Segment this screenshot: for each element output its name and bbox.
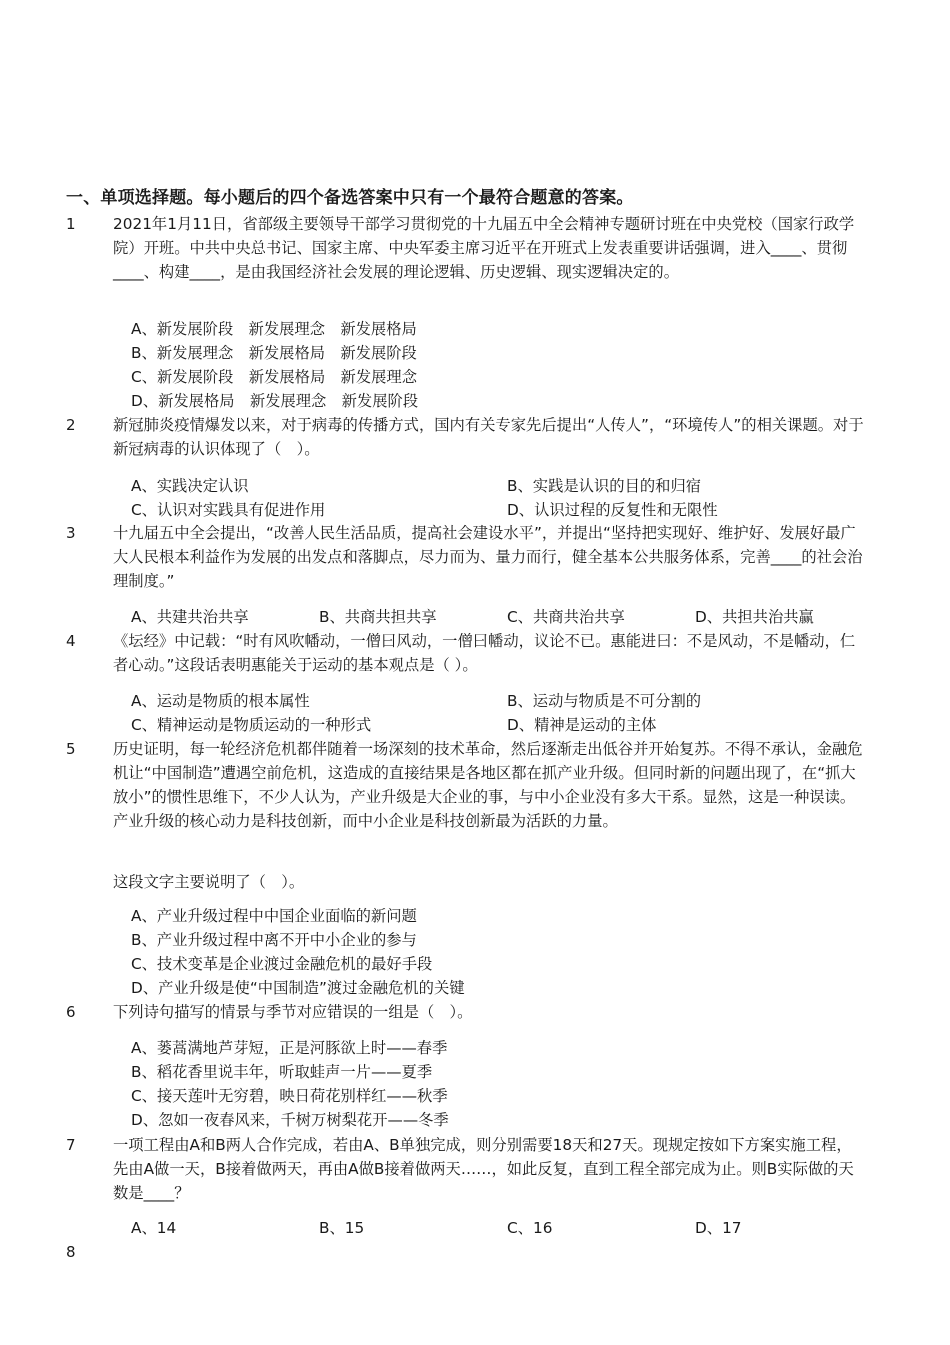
- option-b: B、15: [319, 1219, 365, 1237]
- option-a: A、产业升级过程中中国企业面临的新问题: [131, 907, 417, 925]
- option-c: C、接天莲叶无穷碧，映日荷花别样红——秋季: [131, 1087, 448, 1105]
- option-d: D、认识过程的反复性和无限性: [507, 501, 718, 519]
- option-a: A、14: [131, 1219, 177, 1237]
- option-d: D、产业升级是使“中国制造”渡过金融危机的关键: [131, 979, 465, 997]
- question-number: 4: [66, 632, 76, 650]
- option-b: B、共商共担共享: [319, 608, 437, 626]
- option-list: [131, 605, 866, 629]
- question-number: 3: [66, 524, 76, 542]
- option-d: D、新发展格局 新发展理念 新发展阶段: [131, 392, 419, 410]
- question-text: 一项工程由A和B两人合作完成，若由A、B单独完成，则分别需要18天和27天。现规定按如下方案实施工程，先由A做一天，B接着做两天，再由A做B接着做两天……，如此反复，直到工程全部完成为止。则B实际做的天数是____？: [113, 1136, 854, 1202]
- question-number: 1: [66, 215, 76, 233]
- option-d: D、忽如一夜春风来，千树万树梨花开——冬季: [131, 1111, 449, 1129]
- question-text: 新冠肺炎疫情爆发以来，对于病毒的传播方式，国内有关专家先后提出“人传人”，“环境传人”的相关课题。对于新冠病毒的认识体现了（ ）。: [113, 416, 864, 458]
- option-list: [131, 474, 866, 522]
- option-c: C、技术变革是企业渡过金融危机的最好手段: [131, 955, 433, 973]
- option-d: D、17: [695, 1219, 742, 1237]
- option-a: A、共建共治共享: [131, 608, 249, 626]
- option-list: [131, 904, 866, 1000]
- question-number: 6: [66, 1003, 76, 1021]
- option-b: B、运动与物质是不可分割的: [507, 692, 702, 710]
- option-list: [131, 317, 866, 413]
- option-d: D、精神是运动的主体: [507, 716, 657, 734]
- option-list: [131, 1036, 866, 1132]
- option-b: B、实践是认识的目的和归宿: [507, 477, 702, 495]
- question-text: 历史证明，每一轮经济危机都伴随着一场深刻的技术革命，然后逐渐走出低谷并开始复苏。不得不承认，金融危机让“中国制造”遭遇空前危机，这造成的直接结果是各地区都在抓产业升级。但同时新的问题出现了，在“抓大放小”的惯性思维下，不少人认为，产业升级是大企业的事，与中小企业没有多大干系。显然，这是一种误读。产业升级的核心动力是科技创新，而中小企业是科技创新最为活跃的力量。: [113, 740, 863, 830]
- option-d: D、共担共治共赢: [695, 608, 814, 626]
- option-b: B、新发展理念 新发展格局 新发展阶段: [131, 344, 417, 362]
- option-c: C、精神运动是物质运动的一种形式: [131, 716, 372, 734]
- question-number: 7: [66, 1136, 76, 1154]
- option-a: A、运动是物质的根本属性: [131, 692, 310, 710]
- option-list: [131, 689, 866, 737]
- option-a: A、新发展阶段 新发展理念 新发展格局: [131, 320, 417, 338]
- option-b: B、稻花香里说丰年，听取蛙声一片——夏季: [131, 1063, 433, 1081]
- option-a: A、蒌蒿满地芦芽短，正是河豚欲上时——春季: [131, 1039, 448, 1057]
- option-list: [131, 1216, 866, 1240]
- option-c: C、16: [507, 1219, 553, 1237]
- option-c: C、共商共治共享: [507, 608, 625, 626]
- question-text: 2021年1月11日，省部级主要领导干部学习贯彻党的十九届五中全会精神专题研讨班在中央党校（国家行政学院）开班。中共中央总书记、国家主席、中央军委主席习近平在开班式上发表重要讲话强调，进入____、贯彻____、构建____，是由我国经济社会发展的理论逻辑、历史逻辑、现实逻辑决定的。: [113, 215, 855, 281]
- question-text: 十九届五中全会提出，“改善人民生活品质，提高社会建设水平”，并提出“坚持把实现好、维护好、发展好最广大人民根本利益作为发展的出发点和落脚点，尽力而为、量力而行，健全基本公共服务体系，完善____的社会治理制度。”: [113, 524, 863, 590]
- option-c: C、新发展阶段 新发展格局 新发展理念: [131, 368, 418, 386]
- question-text: 《坛经》中记载：“时有风吹幡动，一僧曰风动，一僧曰幡动，议论不已。惠能进曰：不是风动，不是幡动，仁者心动。”这段话表明惠能关于运动的基本观点是（ ）。: [113, 632, 856, 674]
- option-a: A、实践决定认识: [131, 477, 249, 495]
- question-number: 8: [66, 1243, 76, 1261]
- question-number: 5: [66, 740, 76, 758]
- question-text: 下列诗句描写的情景与季节对应错误的一组是（ ）。: [113, 1003, 473, 1021]
- option-c: C、认识对实践具有促进作用: [131, 501, 326, 519]
- section-title: 一、单项选择题。每小题后的四个备选答案中只有一个最符合题意的答案。: [66, 188, 634, 208]
- question-subtext: 这段文字主要说明了（ ）。: [113, 873, 305, 891]
- option-b: B、产业升级过程中离不开中小企业的参与: [131, 931, 417, 949]
- question-number: 2: [66, 416, 76, 434]
